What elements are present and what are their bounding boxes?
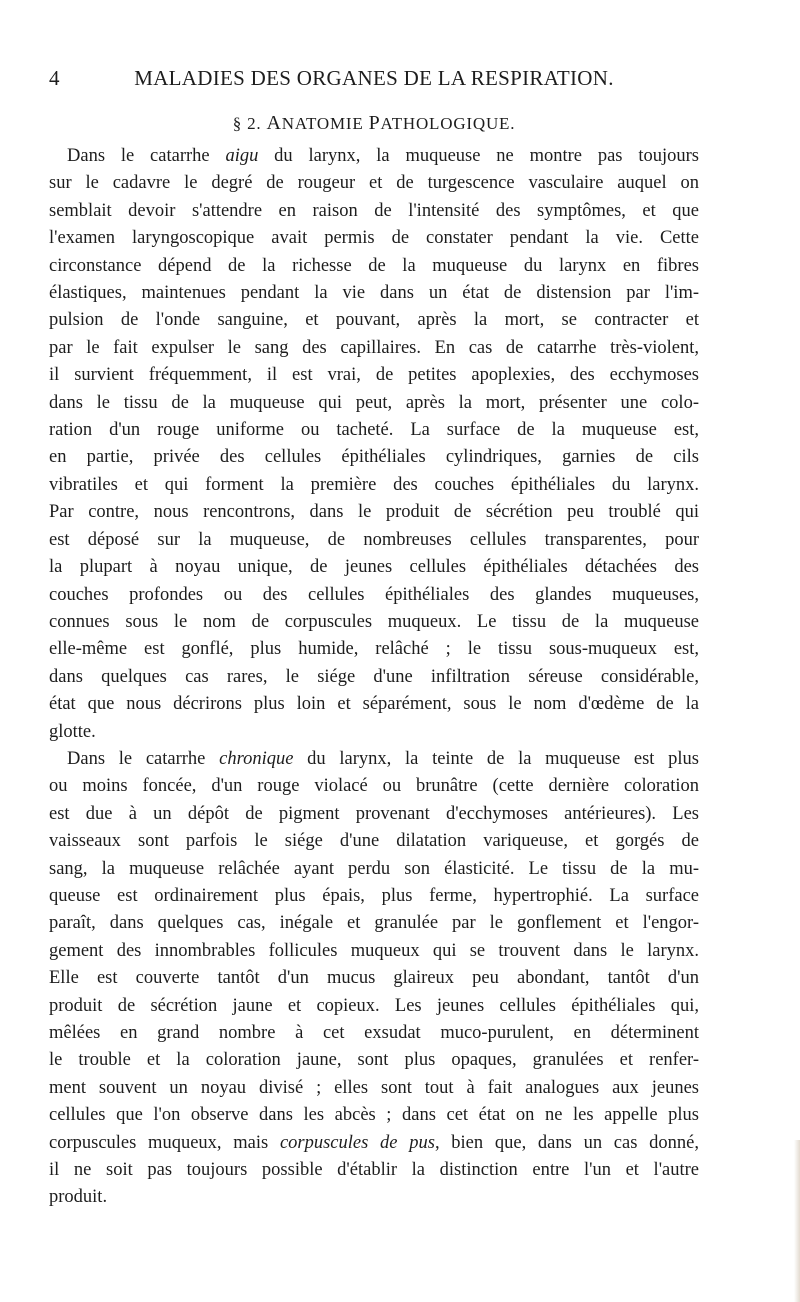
section-title: ANATOMIE PATHOLOGIQUE. xyxy=(266,112,516,134)
text-line: elle-même est gonflé, plus humide, relâché ; le tissu sous-muqueux est, xyxy=(49,639,699,660)
running-header xyxy=(49,66,699,98)
paragraph-acute-catarrh xyxy=(49,143,699,746)
text-line: semblait devoir s'attendre en raison de l'intensité des symptômes, et que xyxy=(49,200,699,221)
section-heading xyxy=(49,112,699,135)
text-line: vaisseaux sont parfois le siége d'une dilatation variqueuse, et gorgés de xyxy=(49,831,699,852)
text-line: paraît, dans quelques cas, inégale et granulée par le gonflement et l'engor- xyxy=(49,913,699,934)
text-line: est déposé sur la muqueuse, de nombreuses cellules transparentes, pour xyxy=(49,529,699,550)
text-line: sur le cadavre le degré de rougeur et de turgescence vasculaire auquel on xyxy=(49,173,699,194)
text-line: ou moins foncée, d'un rouge violacé ou brunâtre (cette dernière coloration xyxy=(49,776,699,797)
text-line: Elle est couverte tantôt d'un mucus glaireux peu abondant, tantôt d'un xyxy=(49,968,699,989)
text-line: Dans le catarrhe chronique du larynx, la teinte de la muqueuse est plus xyxy=(67,748,699,769)
body-text xyxy=(49,143,699,1212)
text-line: cellules que l'on observe dans les abcès ; dans cet état on ne les appelle plus xyxy=(49,1105,699,1126)
text-line: pulsion de l'onde sanguine, et pouvant, après la mort, se contracter et xyxy=(49,310,699,331)
text-line: produit. xyxy=(49,1187,108,1208)
paragraph-chronic-catarrh xyxy=(49,746,699,1212)
text-line: état que nous décrirons plus loin et séparément, sous le nom d'œdème de la xyxy=(49,694,699,715)
text-line: vibratiles et qui forment la première des couches épithéliales du larynx. xyxy=(49,474,699,495)
text-line: dans le tissu de la muqueuse qui peut, après la mort, présenter une colo- xyxy=(49,392,699,413)
text-line: Dans le catarrhe aigu du larynx, la muqueuse ne montre pas toujours xyxy=(67,146,699,166)
page-number: 4 xyxy=(49,66,60,90)
text-line: par le fait expulser le sang des capillaires. En cas de catarrhe très-violent, xyxy=(49,337,699,358)
text-line: corpuscules muqueux, mais corpuscules de pus, bien que, dans un cas donné, xyxy=(49,1132,699,1153)
text-line: élastiques, maintenues pendant la vie dans un état de distension par l'im- xyxy=(49,283,699,304)
text-line: il survient fréquemment, il est vrai, de petites apoplexies, des ecchymoses xyxy=(49,365,699,386)
text-line: dans quelques cas rares, le siége d'une infiltration séreuse considérable, xyxy=(49,666,699,687)
text-line: queuse est ordinairement plus épais, plus ferme, hypertrophié. La surface xyxy=(49,885,699,906)
section-number: § 2. xyxy=(232,114,262,133)
text-line: l'examen laryngoscopique avait permis de constater pendant la vie. Cette xyxy=(49,228,699,249)
text-line: mêlées en grand nombre à cet exsudat muco-purulent, en déterminent xyxy=(49,1023,699,1043)
text-line: le trouble et la coloration jaune, sont plus opaques, granulées et renfer- xyxy=(49,1050,699,1071)
running-title: MALADIES DES ORGANES DE LA RESPIRATION. xyxy=(134,66,614,90)
text-line: couches profondes ou des cellules épithéliales des glandes muqueuses, xyxy=(49,584,699,605)
text-line: circonstance dépend de la richesse de la muqueuse du larynx en fibres xyxy=(49,255,699,276)
page-edge-shadow xyxy=(794,1140,800,1302)
text-line: ment souvent un noyau divisé ; elles sont tout à fait analogues aux jeunes xyxy=(49,1077,699,1098)
text-line: en partie, privée des cellules épithéliales cylindriques, garnies de cils xyxy=(49,447,699,468)
text-line: ration d'un rouge uniforme ou tacheté. La surface de la muqueuse est, xyxy=(49,420,699,441)
text-line: sang, la muqueuse relâchée ayant perdu son élasticité. Le tissu de la mu- xyxy=(49,858,699,879)
text-line: il ne soit pas toujours possible d'établir la distinction entre l'un et l'autre xyxy=(49,1160,699,1181)
text-line: connues sous le nom de corpuscules muqueux. Le tissu de la muqueuse xyxy=(49,611,699,632)
text-line: est due à un dépôt de pigment provenant d'ecchymoses antérieures). Les xyxy=(49,803,699,824)
text-line: la plupart à noyau unique, de jeunes cellules épithéliales détachées des xyxy=(49,557,699,578)
text-line: Par contre, nous rencontrons, dans le produit de sécrétion peu troublé qui xyxy=(49,502,699,523)
text-line: produit de sécrétion jaune et copieux. Les jeunes cellules épithéliales qui, xyxy=(49,995,699,1016)
text-line: glotte. xyxy=(49,721,96,742)
text-line: gement des innombrables follicules muqueux qui se trouvent dans le larynx. xyxy=(49,940,699,961)
